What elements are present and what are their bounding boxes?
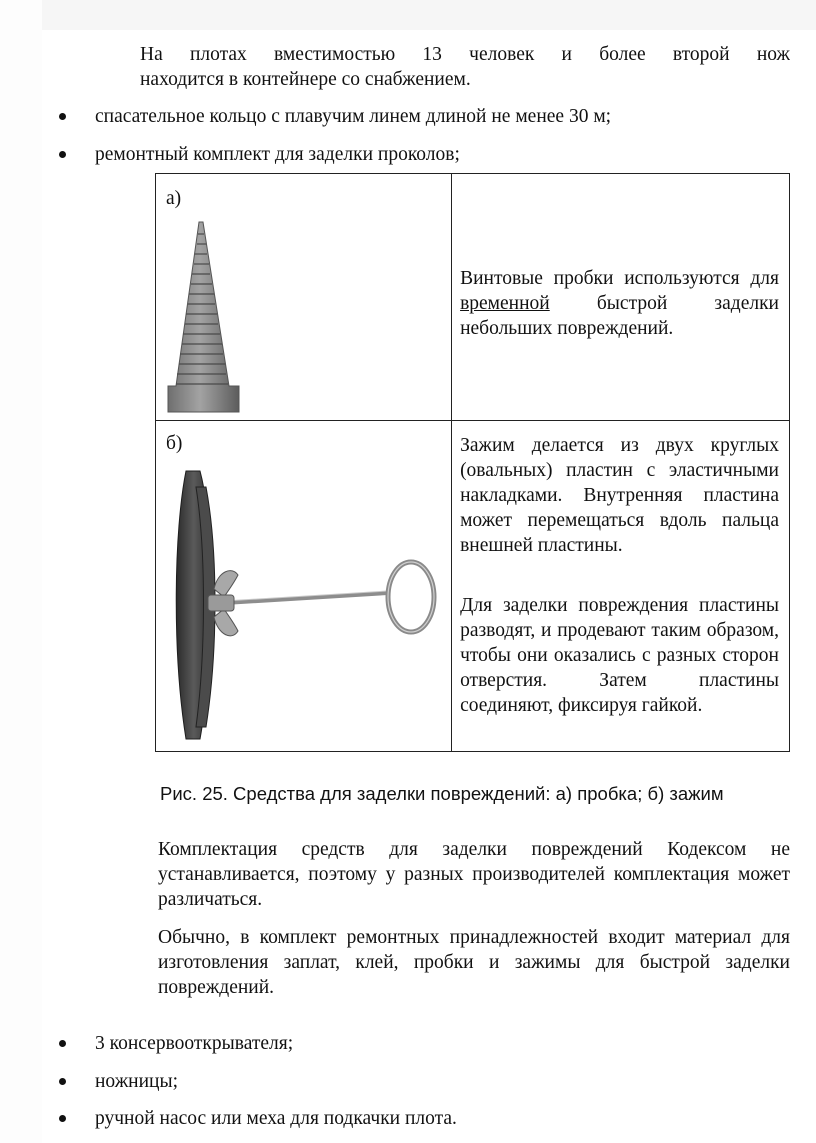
bullet-dot-icon — [59, 1040, 66, 1047]
clamp-description-2: Для заделки повреждения пластины разводят, и продевают таким образом, чтобы они оказались с разных сторон отверстия. Затем пластины соединяют, фиксируя гайкой. — [460, 595, 779, 716]
bullet-dot-icon — [59, 1078, 66, 1085]
cell-clamp-text — [452, 421, 790, 752]
clamp-description-1: Зажим делается из двух круглых (овальных) пластин с эластичными накладками. Внутренняя пластина может перемещаться вдоль пальца внешней пластины. — [460, 435, 779, 556]
table-row — [156, 174, 790, 421]
bullet-item — [95, 104, 785, 129]
bullet-dot-icon — [59, 113, 66, 120]
scan-left-margin — [0, 0, 42, 1143]
bullet-dot-icon — [59, 151, 66, 158]
body-paragraph: Обычно, в комплект ремонтных принадлежностей входит материал для изготовления заплат, клей, пробки и зажимы для быстрой заделки повреждений. — [158, 927, 790, 998]
table-row — [156, 421, 790, 752]
screw-plug-icon — [156, 174, 452, 420]
figure-table — [155, 173, 790, 752]
bullet-text: ремонтный комплект для заделки проколов; — [95, 144, 460, 165]
cell-plug-image — [156, 174, 452, 421]
bullet-dot-icon — [59, 1115, 66, 1122]
bullet-item — [95, 142, 785, 167]
intro-line-1: На плотах вместимостью 13 человек и более второй нож — [140, 44, 790, 65]
figure-caption: Рис. 25. Средства для заделки повреждений: а) пробка; б) зажим — [160, 783, 724, 804]
bullet-text: ручной насос или меха для подкачки плота. — [95, 1108, 457, 1129]
scan-top-strip — [42, 0, 816, 30]
bullet-item — [95, 1069, 785, 1094]
bullet-item — [95, 1031, 785, 1056]
cell-plug-text — [452, 174, 790, 421]
cell-clamp-image — [156, 421, 452, 752]
body-paragraph: Комплектация средств для заделки повреждений Кодексом не устанавливается, поэтому у разных производителей комплектация может различаться. — [158, 839, 790, 910]
bullet-item — [95, 1106, 785, 1131]
intro-line-2: находится в контейнере со снабжением. — [140, 69, 471, 90]
label-a: а) — [166, 188, 182, 209]
plug-text-underlined: временной — [460, 293, 550, 314]
clamp-icon — [156, 421, 452, 751]
plug-description — [460, 266, 779, 341]
plug-text-part: быстрой заделки небольших повреждений. — [460, 293, 779, 339]
bullet-text: спасательное кольцо с плавучим линем длиной не менее 30 м; — [95, 106, 612, 127]
label-b: б) — [166, 433, 183, 454]
bullet-text: ножницы; — [95, 1071, 178, 1092]
bullet-text: 3 консервооткрывателя; — [95, 1033, 294, 1054]
plug-text-part: Винтовые пробки используются для — [460, 268, 779, 289]
